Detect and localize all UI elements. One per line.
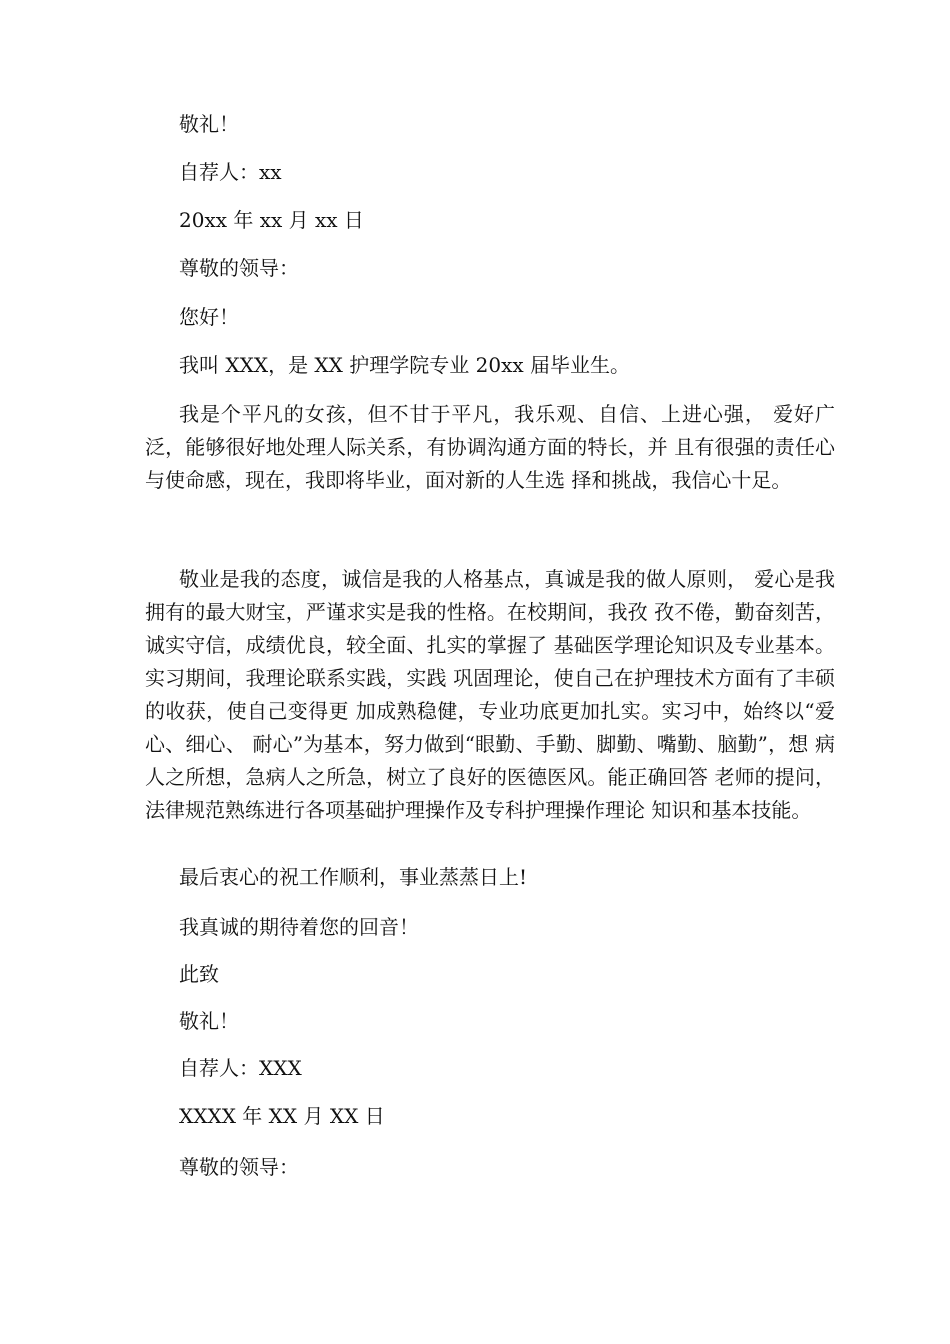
date-line-bottom: XXXX 年 XX 月 XX 日 [179,1104,385,1128]
greeting-line: 尊敬的领导： [179,256,299,280]
paragraph-experience: 敬业是我的态度，诚信是我的人格基点，真诚是我的做人原则， 爱心是我拥有的最大财宝，严谨求实是我的性格。在校期间，我孜 孜不倦，勤奋刻苦，诚实守信，成绩优良，较全面、扎实的掌握了 基础医学理论知识及专业基本。实习期间，我理论联系实践，实践 巩固理论，使自己在护理技术方面有了丰硕的收获，使自己变得更 加成熟稳健，专业功底更加扎实。实习中，始终以“爱心、细心、 耐心”为基本，努力做到“眼勤、手勤、脚勤、嘴勤、脑勤”，想 病人之所想，急病人之所急，树立了良好的医德医风。能正确回答 老师的提问，法律规范熟练进行各项基础护理操作及专科护理操作理论 知识和基本技能。 [145,567,835,822]
date-line: 20xx 年 xx 月 xx 日 [179,208,364,232]
signer-line: 自荐人：xx [179,160,282,184]
paragraph-personality: 我是个平凡的女孩，但不甘于平凡，我乐观、自信、上进心强， 爱好广泛，能够很好地处理人际关系，有协调沟通方面的特长，并 且有很强的责任心与使命感，现在，我即将毕业，面对新的人生选 择和挑战，我信心十足。 [145,402,835,492]
signer-line-bottom: 自荐人：XXX [179,1056,302,1080]
closing-line: 此致 [179,962,219,986]
wish-line: 最后衷心的祝工作顺利，事业蒸蒸日上! [179,865,528,889]
expect-line: 我真诚的期待着您的回音！ [179,915,419,939]
salute-line-bottom: 敬礼！ [179,1009,239,1033]
hello-line: 您好！ [179,305,239,329]
intro-line: 我叫 XXX，是 XX 护理学院专业 20xx 届毕业生。 [179,353,630,377]
salute-line: 敬礼！ [179,112,239,136]
greeting-line-bottom: 尊敬的领导： [179,1155,299,1179]
